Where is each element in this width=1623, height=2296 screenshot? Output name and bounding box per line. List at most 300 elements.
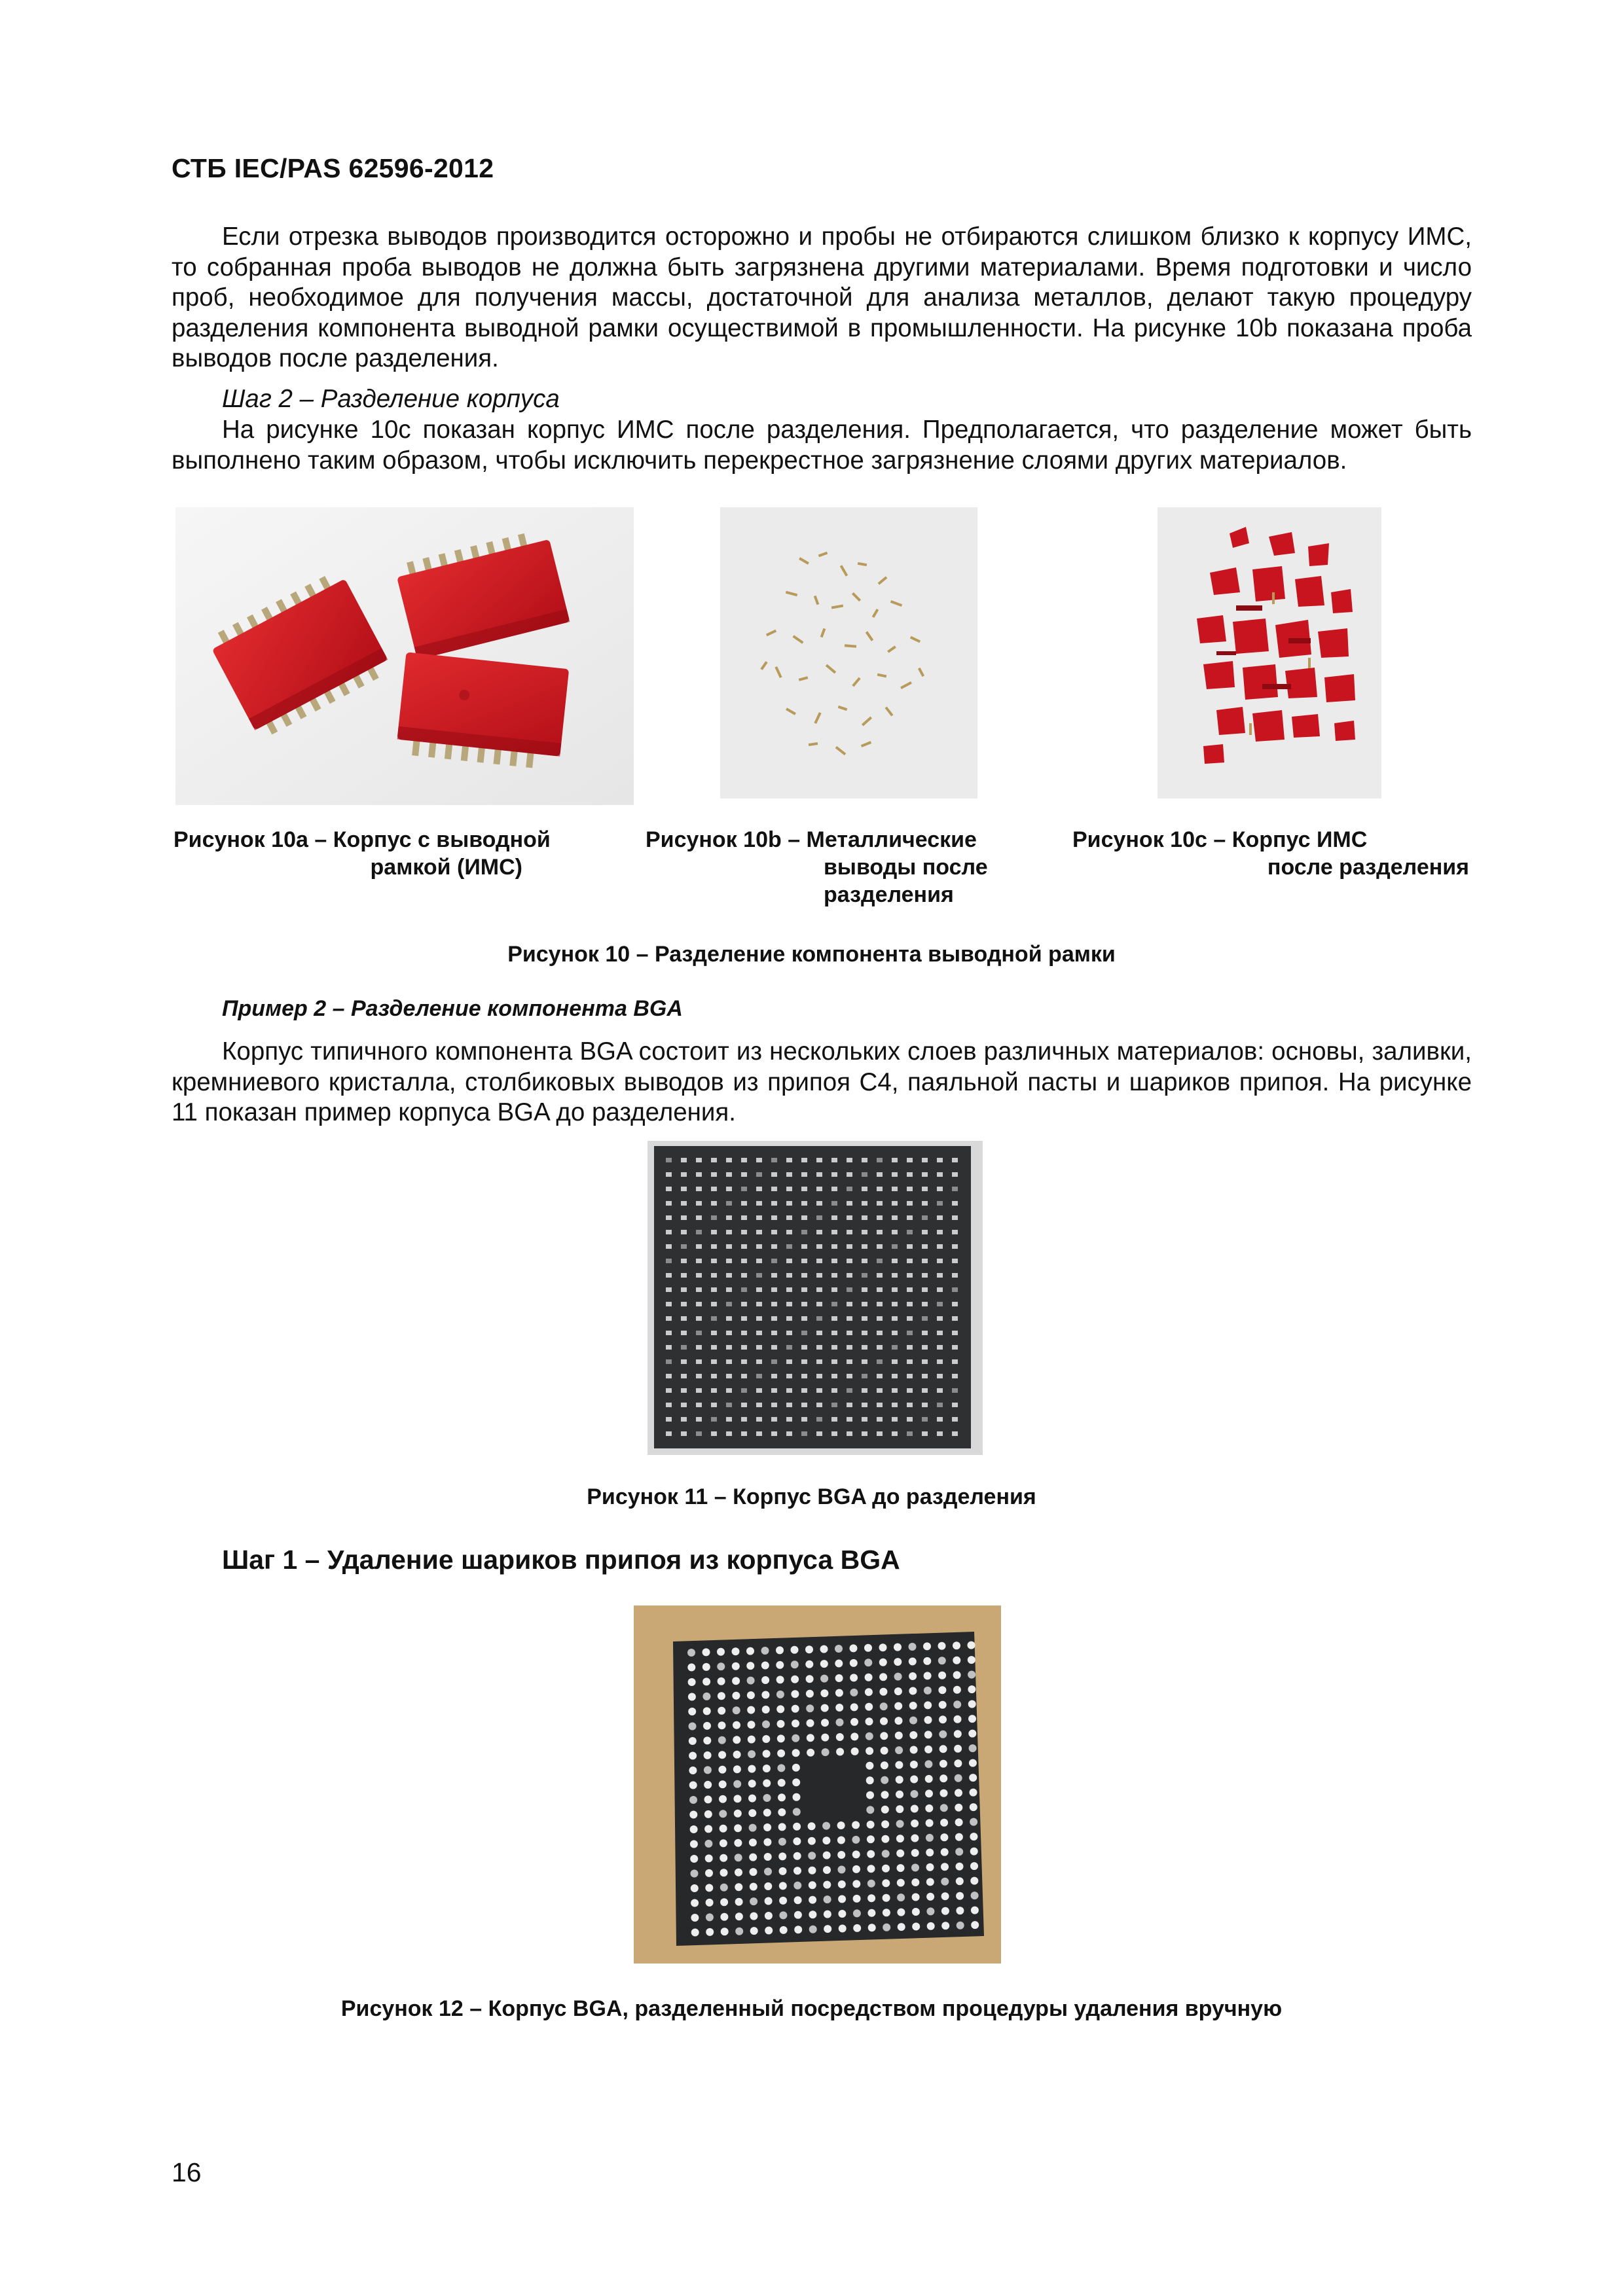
bga-pad	[847, 1431, 852, 1436]
bga-pad	[877, 1331, 883, 1335]
bga-pad	[922, 1172, 928, 1177]
bga-pad	[847, 1388, 852, 1393]
bga-pad	[771, 1417, 777, 1422]
bga-pad	[771, 1158, 777, 1162]
bga-pad	[862, 1230, 867, 1234]
bga-solder-site	[777, 1734, 785, 1742]
figure-10c-svg	[1158, 507, 1381, 798]
bga-solder-site	[688, 1708, 696, 1715]
bga-pad	[756, 1431, 762, 1436]
bga-pad	[831, 1302, 837, 1306]
bga-pad	[892, 1215, 898, 1220]
bga-pad	[681, 1244, 687, 1249]
bga-solder-site	[924, 1731, 932, 1738]
bga-pad	[831, 1331, 837, 1335]
bga-pad	[816, 1287, 822, 1292]
bga-solder-site	[735, 1869, 742, 1876]
figure-10c-image	[1158, 507, 1381, 798]
bga-solder-site	[778, 1823, 786, 1831]
bga-pad	[741, 1273, 747, 1278]
bga-pad	[816, 1417, 822, 1422]
bga-solder-site	[705, 1884, 713, 1892]
bga-pad	[937, 1287, 943, 1292]
bga-pad	[877, 1158, 883, 1162]
bga-pad	[952, 1388, 958, 1393]
bga-pad	[922, 1431, 928, 1436]
bga-solder-site	[704, 1810, 712, 1818]
bga-pad	[771, 1230, 777, 1234]
bga-pad	[892, 1403, 898, 1407]
bga-solder-site	[720, 1869, 728, 1876]
bga-pad	[681, 1287, 687, 1292]
bga-solder-site	[852, 1850, 860, 1858]
bga-pad	[711, 1331, 717, 1335]
bga-pad	[771, 1244, 777, 1249]
bga-pad	[862, 1259, 867, 1263]
bga-pad	[831, 1187, 837, 1191]
bga-pad	[726, 1244, 732, 1249]
bga-solder-site	[924, 1672, 932, 1679]
bga-solder-site	[835, 1689, 843, 1697]
bga-solder-site	[956, 1907, 964, 1914]
bga-pad	[892, 1316, 898, 1321]
bga-pad	[681, 1302, 687, 1306]
bga-solder-site	[806, 1690, 814, 1698]
bga-solder-site	[924, 1687, 932, 1695]
bga-solder-site	[777, 1749, 785, 1757]
bga-pad	[937, 1273, 943, 1278]
bga-pad	[696, 1244, 702, 1249]
bga-pad	[711, 1230, 717, 1234]
bga-pad	[786, 1388, 792, 1393]
bga-solder-site	[879, 1688, 887, 1696]
bga-solder-site	[776, 1691, 784, 1698]
bga-pad	[726, 1187, 732, 1191]
bga-solder-site	[896, 1805, 903, 1813]
bga-pad	[786, 1215, 792, 1220]
bga-solder-site	[896, 1835, 904, 1842]
bga-pad	[741, 1187, 747, 1191]
bga-pad	[771, 1273, 777, 1278]
bga-solder-site	[820, 1660, 828, 1668]
bga-pad	[892, 1230, 898, 1234]
bga-pad	[696, 1431, 702, 1436]
bga-pad	[666, 1388, 672, 1393]
bga-pad	[847, 1417, 852, 1422]
caption-figure-10a	[173, 826, 590, 881]
bga-solder-site	[865, 1688, 873, 1696]
bga-solder-site	[688, 1693, 696, 1701]
bga-pad	[681, 1201, 687, 1206]
bga-pad	[877, 1374, 883, 1378]
bga-pad	[847, 1403, 852, 1407]
bga-pad	[666, 1374, 672, 1378]
bga-solder-site	[956, 1877, 964, 1885]
bga-solder-site	[820, 1645, 828, 1653]
bga-pad	[877, 1287, 883, 1292]
bga-solder-site	[837, 1851, 845, 1859]
figure-10a-svg	[175, 507, 634, 805]
bga-pad	[711, 1316, 717, 1321]
bga-pad	[711, 1287, 717, 1292]
bga-pad	[741, 1215, 747, 1220]
bga-solder-site	[911, 1805, 919, 1813]
bga-pad	[862, 1172, 867, 1177]
bga-solder-site	[747, 1677, 755, 1685]
bga-pad	[711, 1244, 717, 1249]
bga-solder-site	[927, 1922, 935, 1930]
bga-solder-site	[704, 1766, 712, 1774]
bga-solder-site	[850, 1689, 858, 1696]
bga-solder-site	[926, 1907, 934, 1915]
bga-solder-site	[765, 1897, 773, 1905]
bga-pad	[666, 1201, 672, 1206]
bga-pad	[831, 1388, 837, 1393]
bga-pad	[756, 1172, 762, 1177]
bga-solder-site	[971, 1907, 979, 1914]
bga-solder-site	[941, 1848, 949, 1856]
bga-pad	[711, 1403, 717, 1407]
bga-pad	[937, 1259, 943, 1263]
bga-solder-site	[792, 1719, 799, 1727]
bga-pad	[681, 1417, 687, 1422]
bga-solder-site	[881, 1835, 889, 1843]
bga-pad	[937, 1158, 943, 1162]
bga-pad	[801, 1201, 807, 1206]
bga-pad	[952, 1172, 958, 1177]
bga-pad	[711, 1431, 717, 1436]
bga-solder-site	[809, 1867, 816, 1874]
bga-solder-site	[867, 1835, 875, 1843]
bga-solder-site	[719, 1780, 727, 1788]
bga-solder-site	[791, 1660, 799, 1668]
bga-pad	[862, 1374, 867, 1378]
bga-pad	[862, 1158, 867, 1162]
bga-solder-site	[909, 1731, 917, 1739]
bga-pad	[892, 1345, 898, 1350]
bga-pad	[877, 1388, 883, 1393]
bga-solder-site	[866, 1747, 873, 1755]
bga-solder-site	[792, 1705, 799, 1713]
bga-pad	[892, 1244, 898, 1249]
bga-solder-site	[702, 1648, 710, 1656]
caption-10c-line-2: после разделения	[1267, 855, 1469, 880]
bga-pad	[831, 1244, 837, 1249]
bga-pad	[711, 1345, 717, 1350]
bga-pad	[862, 1215, 867, 1220]
bga-pad	[696, 1259, 702, 1263]
bga-solder-site	[853, 1924, 861, 1932]
bga-solder-site	[957, 1922, 964, 1929]
bga-pad	[786, 1374, 792, 1378]
bga-solder-site	[837, 1837, 845, 1844]
bga-solder-site	[735, 1928, 743, 1935]
bga-solder-site	[689, 1723, 697, 1731]
bga-solder-site	[836, 1719, 844, 1727]
bga-solder-site	[909, 1687, 917, 1695]
bga-pad	[892, 1388, 898, 1393]
bga-pad	[726, 1259, 732, 1263]
bga-solder-site	[720, 1839, 727, 1847]
bga-pad	[666, 1417, 672, 1422]
bga-pad	[907, 1287, 913, 1292]
bga-solder-site	[702, 1693, 710, 1700]
bga-solder-site	[925, 1789, 933, 1797]
bga-pad	[877, 1230, 883, 1234]
bga-pad	[786, 1230, 792, 1234]
bga-pad	[937, 1431, 943, 1436]
bga-solder-site	[956, 1892, 964, 1900]
bga-solder-site	[720, 1898, 728, 1906]
bga-solder-site	[939, 1715, 947, 1723]
bga-solder-site	[761, 1691, 769, 1699]
bga-pad	[922, 1259, 928, 1263]
bga-pad	[892, 1331, 898, 1335]
bga-solder-site	[778, 1793, 786, 1801]
bga-solder-site	[749, 1824, 757, 1832]
bga-pad	[741, 1316, 747, 1321]
bga-pad	[862, 1287, 867, 1292]
bga-pad	[907, 1374, 913, 1378]
bga-pad	[816, 1374, 822, 1378]
bga-solder-site	[881, 1747, 888, 1755]
bga-pad	[847, 1158, 852, 1162]
bga-pad	[847, 1316, 852, 1321]
bga-solder-site	[794, 1926, 802, 1933]
bga-pad	[681, 1345, 687, 1350]
bga-pad	[847, 1331, 852, 1335]
bga-pad	[756, 1316, 762, 1321]
bga-solder-site	[763, 1765, 771, 1772]
bga-solder-site	[734, 1824, 742, 1832]
bga-solder-site	[808, 1837, 816, 1845]
bga-solder-site	[733, 1751, 741, 1759]
bga-pad	[877, 1215, 883, 1220]
bga-pad	[922, 1187, 928, 1191]
bga-solder-site	[750, 1912, 757, 1920]
bga-pad	[907, 1172, 913, 1177]
bga-pad	[771, 1403, 777, 1407]
bga-solder-site	[866, 1776, 874, 1784]
bga-solder-site	[792, 1778, 800, 1786]
bga-pad	[862, 1244, 867, 1249]
bga-solder-site	[720, 1825, 727, 1833]
paragraph-bga-description: Корпус типичного компонента BGA состоит из нескольких слоев различных материалов: основы, заливки, кремниевого кристалла, столбиковых выводов из припоя С4, паяльной пасты и шариков припоя. На рисунке 11 показан пример корпуса BGA до разделения.	[172, 1037, 1472, 1126]
bga-solder-site	[717, 1648, 725, 1656]
bga-solder-site	[703, 1736, 711, 1744]
bga-solder-site	[748, 1809, 756, 1817]
bga-solder-site	[806, 1704, 814, 1712]
bga-pad	[681, 1259, 687, 1263]
bga-solder-site	[706, 1913, 714, 1921]
bga-solder-site	[896, 1791, 903, 1799]
bga-solder-site	[895, 1761, 903, 1769]
bga-solder-site	[778, 1779, 786, 1787]
bga-solder-site	[894, 1643, 902, 1651]
bga-solder-site	[687, 1649, 695, 1657]
bga-pad	[666, 1302, 672, 1306]
bga-solder-site	[748, 1780, 756, 1787]
caption-figure-10c	[1072, 826, 1469, 881]
bga-pad	[892, 1431, 898, 1436]
bga-solder-site	[909, 1643, 917, 1651]
bga-solder-site	[867, 1894, 875, 1902]
bga-solder-site	[734, 1795, 742, 1803]
bga-solder-site	[791, 1676, 799, 1683]
bga-pad	[681, 1316, 687, 1321]
bga-pad	[756, 1345, 762, 1350]
bga-pad	[847, 1201, 852, 1206]
bga-solder-site	[941, 1922, 949, 1929]
bga-pad	[816, 1403, 822, 1407]
bga-pad	[666, 1244, 672, 1249]
bga-pad	[952, 1431, 958, 1436]
bga-solder-site	[867, 1865, 875, 1873]
bga-solder-site	[852, 1836, 860, 1844]
bga-solder-site	[793, 1823, 801, 1831]
bga-solder-site	[761, 1662, 769, 1670]
bga-pad	[937, 1244, 943, 1249]
bga-pad	[892, 1359, 898, 1364]
bga-solder-site	[808, 1852, 816, 1859]
bga-solder-site	[835, 1704, 843, 1712]
bga-pad	[681, 1388, 687, 1393]
bga-pad	[681, 1359, 687, 1364]
bga-pad	[711, 1172, 717, 1177]
bga-pad	[922, 1244, 928, 1249]
bga-pad	[801, 1302, 807, 1306]
bga-pad	[726, 1215, 732, 1220]
bga-pad	[741, 1172, 747, 1177]
bga-solder-site	[954, 1730, 962, 1738]
bga-solder-site	[881, 1791, 889, 1799]
bga-solder-site	[880, 1717, 888, 1725]
bga-pad	[816, 1259, 822, 1263]
bga-pad	[862, 1403, 867, 1407]
bga-solder-site	[968, 1685, 976, 1693]
bga-pad	[816, 1302, 822, 1306]
bga-pad	[756, 1201, 762, 1206]
bga-pad	[681, 1230, 687, 1234]
bga-solder-site	[761, 1676, 769, 1684]
bga-solder-site	[968, 1671, 976, 1679]
bga-pad	[726, 1316, 732, 1321]
bga-pad	[831, 1172, 837, 1177]
bga-solder-site	[821, 1734, 829, 1742]
bga-pad	[696, 1331, 702, 1335]
bga-solder-site	[750, 1868, 757, 1876]
bga-solder-site	[733, 1765, 741, 1773]
bga-pad	[892, 1273, 898, 1278]
bga-pad	[877, 1187, 883, 1191]
bga-solder-site	[704, 1795, 712, 1803]
bga-pad	[877, 1431, 883, 1436]
bga-solder-site	[970, 1818, 977, 1826]
bga-pad	[922, 1359, 928, 1364]
bga-solder-site	[954, 1759, 962, 1767]
bga-pad	[711, 1273, 717, 1278]
bga-solder-site	[955, 1804, 962, 1812]
bga-solder-site	[735, 1898, 743, 1906]
bga-solder-site	[779, 1867, 787, 1875]
bga-solder-site	[925, 1804, 933, 1812]
bga-solder-site	[941, 1863, 949, 1871]
bga-pad	[877, 1273, 883, 1278]
bga-pad	[847, 1259, 852, 1263]
bga-solder-site	[970, 1789, 977, 1797]
bga-pad	[907, 1359, 913, 1364]
bga-pad	[862, 1201, 867, 1206]
bga-solder-site	[748, 1765, 756, 1773]
bga-pad	[771, 1331, 777, 1335]
bga-solder-site	[793, 1837, 801, 1845]
caption-10b-line-3: разделения	[824, 882, 954, 907]
bga-solder-site	[896, 1850, 904, 1857]
bga-solder-site	[881, 1761, 888, 1769]
bga-solder-site	[735, 1883, 742, 1891]
bga-pad	[892, 1158, 898, 1162]
bga-solder-site	[820, 1689, 828, 1697]
bga-pad	[907, 1201, 913, 1206]
bga-solder-site	[971, 1892, 979, 1899]
bga-solder-site	[776, 1705, 784, 1713]
bga-solder-site	[691, 1929, 699, 1937]
bga-solder-site	[690, 1840, 698, 1848]
bga-pad	[877, 1259, 883, 1263]
bga-solder-site	[776, 1676, 784, 1683]
bga-pad	[681, 1273, 687, 1278]
bga-solder-site	[852, 1880, 860, 1888]
bga-pad	[696, 1215, 702, 1220]
bga-pad	[666, 1431, 672, 1436]
bga-solder-site	[953, 1700, 961, 1708]
bga-solder-site	[778, 1852, 786, 1860]
bga-solder-site	[718, 1692, 725, 1700]
bga-pad	[877, 1345, 883, 1350]
bga-solder-site	[777, 1720, 785, 1728]
bga-pad	[801, 1287, 807, 1292]
bga-solder-site	[747, 1691, 755, 1699]
bga-pad	[816, 1158, 822, 1162]
bga-solder-site	[793, 1852, 801, 1860]
bga-solder-site	[838, 1866, 846, 1874]
bga-solder-site	[954, 1715, 962, 1723]
bga-pad	[756, 1187, 762, 1191]
bga-solder-site	[956, 1863, 964, 1871]
bga-pad	[756, 1259, 762, 1263]
bga-pad	[786, 1359, 792, 1364]
bga-pad	[907, 1302, 913, 1306]
bga-solder-site	[955, 1774, 962, 1782]
bga-pad	[816, 1273, 822, 1278]
bga-solder-site	[764, 1853, 772, 1861]
bga-pad	[816, 1187, 822, 1191]
bga-pad	[741, 1359, 747, 1364]
bga-pad	[847, 1215, 852, 1220]
bga-solder-site	[879, 1643, 887, 1651]
bga-solder-site	[923, 1657, 931, 1665]
bga-solder-site	[732, 1662, 740, 1670]
bga-pad	[907, 1259, 913, 1263]
bga-pad	[892, 1201, 898, 1206]
bga-solder-site	[968, 1656, 976, 1664]
bga-solder-site	[750, 1883, 757, 1891]
bga-pad	[741, 1374, 747, 1378]
bga-pad	[681, 1172, 687, 1177]
bga-solder-site	[867, 1850, 875, 1858]
bga-pad	[816, 1215, 822, 1220]
bga-solder-site	[838, 1895, 846, 1903]
